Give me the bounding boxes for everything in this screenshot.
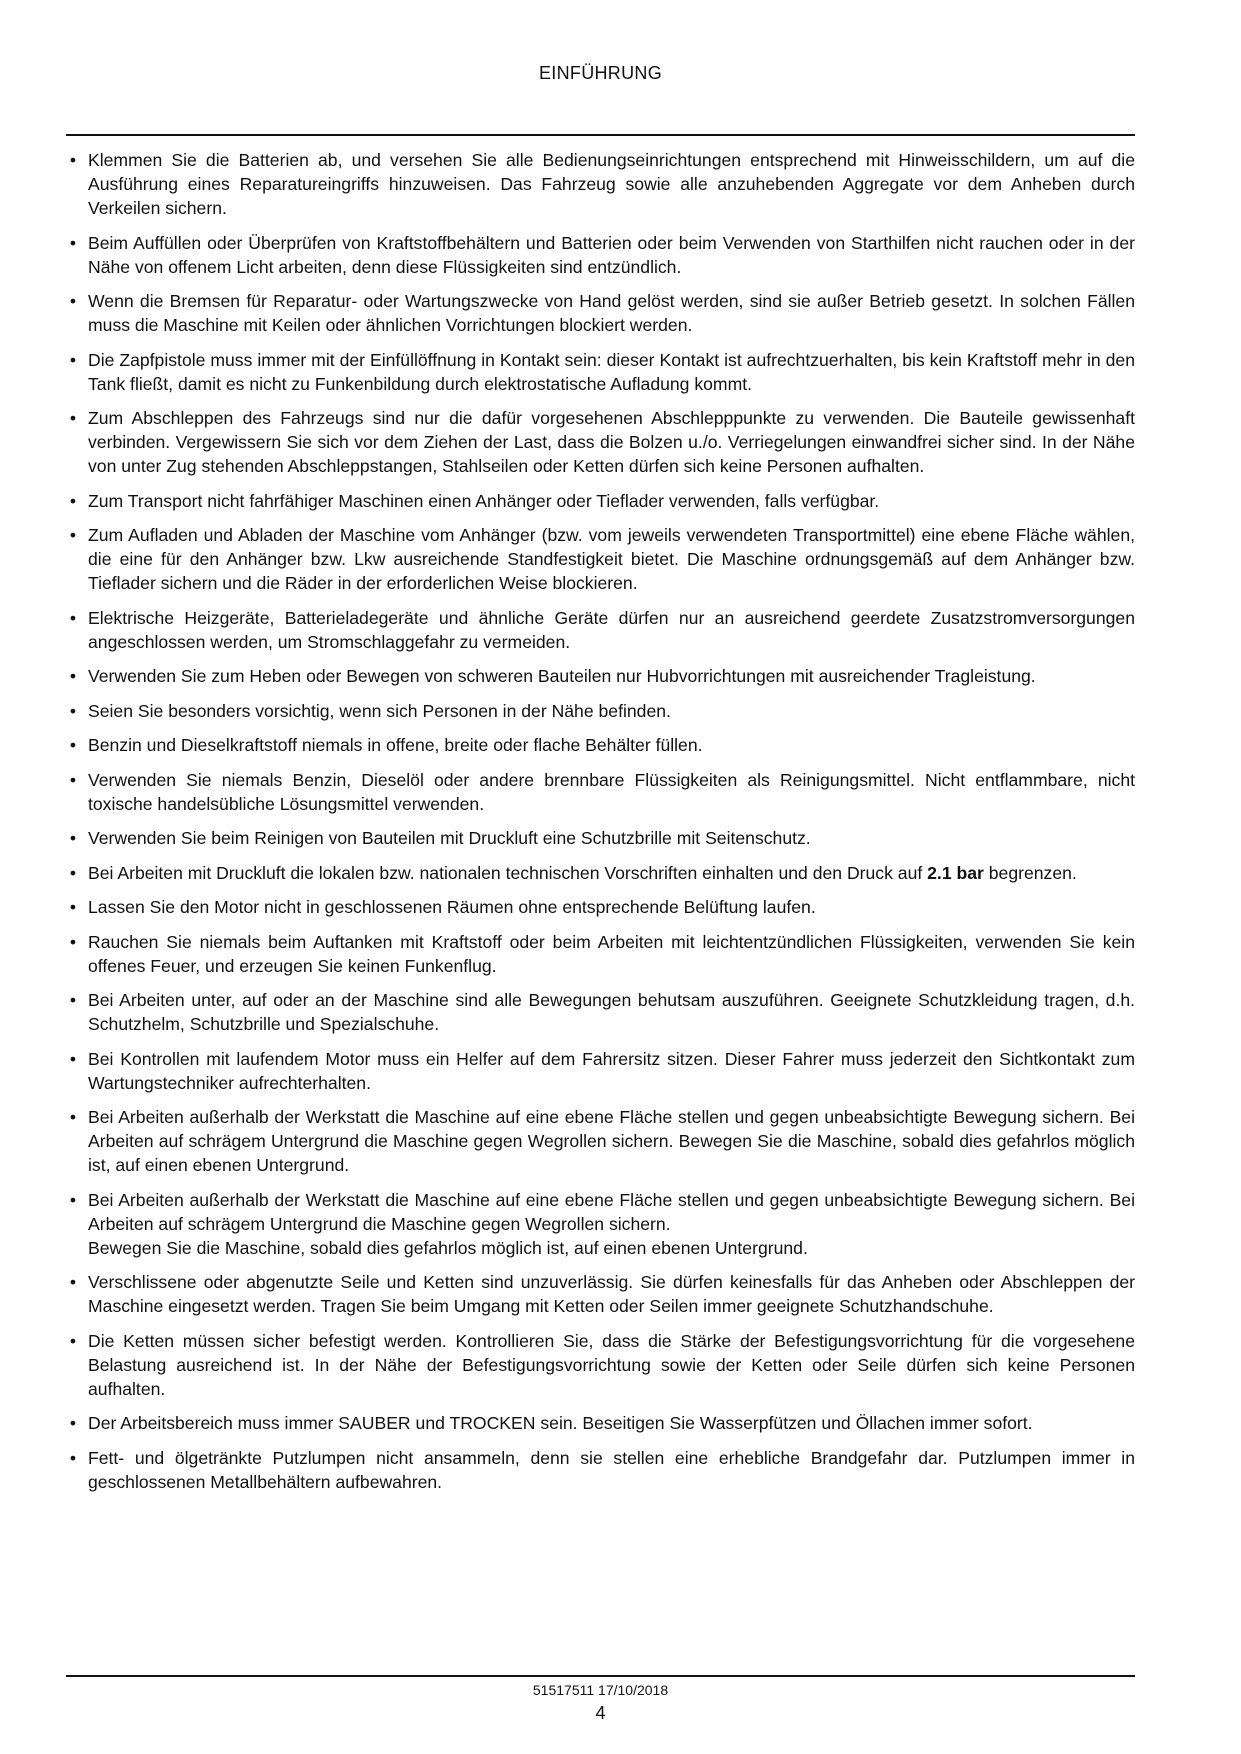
bullet-icon: • <box>69 1330 77 1351</box>
list-item: • Seien Sie besonders vorsichtig, wenn sich Personen in der Nähe befinden. <box>66 699 1135 723</box>
footer-divider <box>66 1675 1135 1677</box>
list-item: • Zum Abschleppen des Fahrzeugs sind nur die dafür vorgesehenen Abschlepppunkte zu verwenden. Die Bauteile gewissenhaft verbinden. Vergewissern Sie sich vor dem Ziehen der Last, dass die Bolzen u./o. Verriegelungen einwandfrei sicher sind. In der Nähe von unter Zug stehenden Abschleppstangen, Stahlseilen oder Ketten dürfen sich keine Personen aufhalten. <box>66 406 1135 478</box>
list-item: • Bei Arbeiten unter, auf oder an der Maschine sind alle Bewegungen behutsam auszuführen. Geeignete Schutzkleidung tragen, d.h. Schutzhelm, Schutzbrille und Spezialschuhe. <box>66 988 1135 1036</box>
list-item: • Die Zapfpistole muss immer mit der Einfüllöffnung in Kontakt sein: dieser Kontakt ist aufrechtzuerhalten, bis kein Kraftstoff mehr in den Tank fließt, damit es nicht zu Funkenbildung durch elektrostatische Aufladung kommt. <box>66 348 1135 396</box>
bullet-icon: • <box>69 607 77 628</box>
bullet-icon: • <box>69 490 77 511</box>
list-item: • Fett- und ölgetränkte Putzlumpen nicht ansammeln, denn sie stellen eine erhebliche Brandgefahr dar. Putzlumpen immer in geschlossenen Metallbehältern aufbewahren. <box>66 1446 1135 1494</box>
bullet-icon: • <box>69 862 77 883</box>
bullet-icon: • <box>69 666 77 686</box>
list-item: • Klemmen Sie die Batterien ab, und versehen Sie alle Bedienungseinrichtungen entsprechend mit Hinweisschildern, um auf die Ausführung eines Reparatureingriffs hinzuweisen. Das Fahrzeug sowie alle anzuhebenden Aggregate vor dem Anheben durch Verkeilen sichern. <box>66 148 1135 220</box>
bullet-icon: • <box>69 990 77 1010</box>
bullet-icon: • <box>69 1189 77 1210</box>
bullet-icon: • <box>69 349 77 370</box>
bullet-icon: • <box>69 291 77 311</box>
page-number: 4 <box>595 1703 606 1723</box>
bullet-icon: • <box>69 897 77 917</box>
list-item: • Benzin und Dieselkraftstoff niemals in offene, breite oder flache Behälter füllen. <box>66 733 1135 757</box>
list-item: • Beim Auffüllen oder Überprüfen von Kraftstoffbehältern und Batterien oder beim Verwenden von Starthilfen nicht rauchen oder in der Nähe von offenem Licht arbeiten, denn diese Flüssigkeiten sind entzündlich. <box>66 231 1135 279</box>
pressure-value: 2.1 bar <box>927 862 984 883</box>
list-item: • Elektrische Heizgeräte, Batterieladegeräte und ähnliche Geräte dürfen nur an ausreichend geerdete Zusatzstromversorgungen angeschlossen werden, um Stromschlaggefahr zu vermeiden. <box>66 606 1135 654</box>
header-divider <box>66 134 1135 136</box>
bullet-icon: • <box>69 1447 77 1468</box>
bullet-icon: • <box>69 232 77 253</box>
bullet-icon: • <box>69 931 77 952</box>
list-item: • Verschlissene oder abgenutzte Seile und Ketten sind unzuverlässig. Sie dürfen keinesfalls für das Anheben oder Abschleppen der Maschine eingesetzt werden. Tragen Sie beim Umgang mit Ketten oder Seilen immer geeignete Schutzhandschuhe. <box>66 1270 1135 1318</box>
bullet-icon: • <box>69 150 77 170</box>
bullet-icon: • <box>69 735 77 755</box>
instruction-list <box>66 148 1135 1494</box>
list-item: • Bei Arbeiten außerhalb der Werkstatt die Maschine auf eine ebene Fläche stellen und gegen unbeabsichtigte Bewegung sichern. Bei Arbeiten auf schrägem Untergrund die Maschine gegen Wegrollen sichern. Bewegen Sie die Maschine, sobald dies gefahrlos möglich ist, auf einen ebenen Untergrund. <box>66 1105 1135 1177</box>
document-code: 51517511 17/10/2018 <box>532 1682 669 1698</box>
list-item: • Wenn die Bremsen für Reparatur- oder Wartungszwecke von Hand gelöst werden, sind sie außer Betrieb gesetzt. In solchen Fällen muss die Maschine mit Keilen oder ähnlichen Vorrichtungen blockiert werden. <box>66 289 1135 337</box>
bullet-icon: • <box>69 1107 77 1127</box>
page-title: EINFÜHRUNG <box>539 63 662 83</box>
list-item-pressure: • Bei Arbeiten mit Druckluft die lokalen bzw. nationalen technischen Vorschriften einhalten und den Druck auf 2.1 bar begrenzen. <box>66 861 1135 885</box>
list-item: • Bei Kontrollen mit laufendem Motor muss ein Helfer auf dem Fahrersitz sitzen. Dieser Fahrer muss jederzeit den Sichtkontakt zum Wartungstechniker aufrechterhalten. <box>66 1047 1135 1095</box>
list-item-multiline: • Bei Arbeiten außerhalb der Werkstatt die Maschine auf eine ebene Fläche stellen und gegen unbeabsichtigte Bewegung sichern. Bei Arbeiten auf schrägem Untergrund die Maschine gegen Wegrollen sichern. Bewegen Sie die Maschine, sobald dies gefahrlos möglich ist, auf einen ebenen Untergrund. <box>66 1188 1135 1260</box>
safety-instructions <box>66 148 1135 1504</box>
list-item: • Zum Transport nicht fahrfähiger Maschinen einen Anhänger oder Tieflader verwenden, falls verfügbar. <box>66 489 1135 513</box>
list-item: • Die Ketten müssen sicher befestigt werden. Kontrollieren Sie, dass die Stärke der Befestigungsvorrichtung für die vorgesehene Belastung ausreichend ist. In der Nähe der Befestigungsvorrichtung sowie der Ketten oder Seile dürfen sich keine Personen aufhalten. <box>66 1329 1135 1401</box>
bullet-icon: • <box>69 408 77 428</box>
list-item: • Verwenden Sie niemals Benzin, Dieselöl oder andere brennbare Flüssigkeiten als Reinigungsmittel. Nicht entflammbare, nicht toxische handelsübliche Lösungsmittel verwenden. <box>66 768 1135 816</box>
list-item: • Verwenden Sie beim Reinigen von Bauteilen mit Druckluft eine Schutzbrille mit Seitenschutz. <box>66 826 1135 850</box>
bullet-icon: • <box>69 525 77 545</box>
list-item: • Verwenden Sie zum Heben oder Bewegen von schweren Bauteilen nur Hubvorrichtungen mit ausreichender Tragleistung. <box>66 664 1135 688</box>
list-item: • Lassen Sie den Motor nicht in geschlossenen Räumen ohne entsprechende Belüftung laufen. <box>66 895 1135 919</box>
list-item: • Rauchen Sie niemals beim Auftanken mit Kraftstoff oder beim Arbeiten mit leichtentzündlichen Flüssigkeiten, verwenden Sie kein offenes Feuer, und erzeugen Sie keinen Funkenflug. <box>66 930 1135 978</box>
bullet-icon: • <box>69 769 77 790</box>
bullet-icon: • <box>69 1048 77 1069</box>
bullet-icon: • <box>69 1413 77 1433</box>
bullet-icon: • <box>69 1272 77 1292</box>
list-item: • Zum Aufladen und Abladen der Maschine vom Anhänger (bzw. vom jeweils verwendeten Transportmittel) eine ebene Fläche wählen, die eine für den Anhänger bzw. Lkw ausreichende Standfestigkeit bietet. Die Maschine ordnungsgemäß auf dem Anhänger bzw. Tieflader sichern und die Räder in der erforderlichen Weise blockieren. <box>66 523 1135 595</box>
bullet-icon: • <box>69 700 77 721</box>
bullet-icon: • <box>69 828 77 848</box>
list-item: • Der Arbeitsbereich muss immer SAUBER und TROCKEN sein. Beseitigen Sie Wasserpfützen und Öllachen immer sofort. <box>66 1411 1135 1435</box>
